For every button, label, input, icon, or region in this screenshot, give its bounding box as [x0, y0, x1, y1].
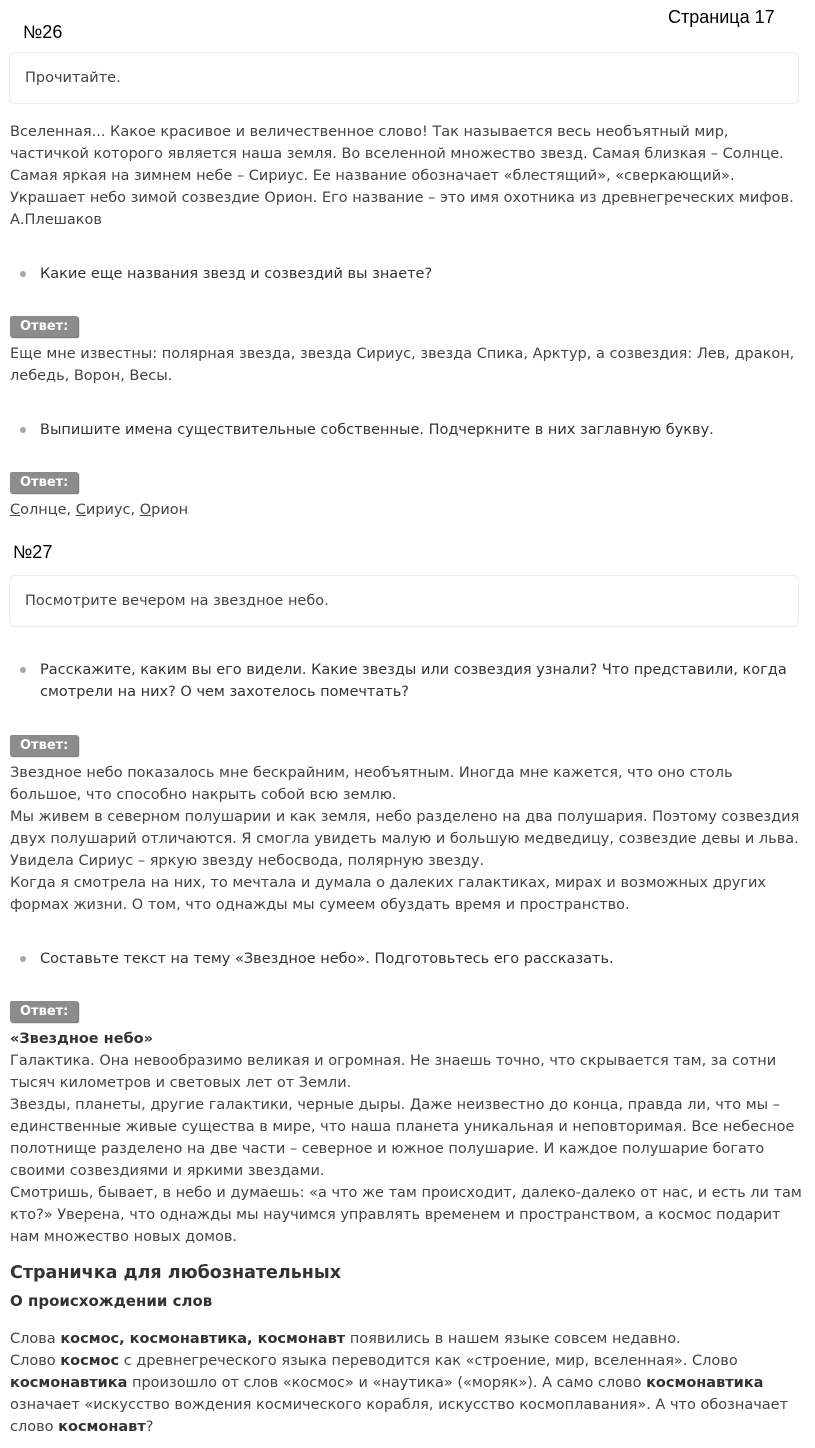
curious-paragraph: Слово космос с древнегреческого языка переводится как «строение, мир, вселенная». Слово космонавтика произошло от слов «космос» и «наутика» («моряк»). А само слово космонавтика означает «искусство вождения космического корабля, искусство космоплавания». А что обозначает слово космонавт? [10, 1353, 789, 1435]
passage-text: Вселенная... Какое красивое и величественное слово! Так называется весь необъятный мир, частичкой которого является наша земля. Во вселенной множество звезд. Самая близкая – Солнце. Самая яркая на зимнем небе – Сириус. Ее название обозначает «блестящий», «сверкающий». Украшает небо зимой созвездие Орион. Его название – это имя охотника из древнегреческих мифов. [10, 124, 794, 206]
question-26-2 [20, 419, 800, 441]
answer-26-1: Еще мне известны: полярная звезда, звезда Сириус, звезда Спика, Арктур, а созвездия: Лев, дракон, лебедь, Ворон, Весы. [10, 346, 795, 384]
answer-paragraph: Когда я смотрела на них, то мечтала и думала о далеких галактиках, мирах и возможных других формах жизни. О том, что однажды мы сумеем обуздать время и пространство. [10, 875, 767, 913]
curious-text [10, 1328, 805, 1438]
question-text: Составьте текст на тему «Звездное небо». Подготовьтесь его рассказать. [40, 951, 614, 967]
instruction-box-27: Посмотрите вечером на звездное небо. [9, 575, 799, 627]
answer-badge: Ответ: [10, 735, 78, 756]
section-subtitle: О происхождении слов [10, 1292, 213, 1310]
proper-noun-word: Орион [139, 502, 189, 518]
bullet-dot-icon [20, 271, 26, 277]
answer-paragraph: Мы живем в северном полушарии и как земля, небо разделено на два полушария. Поэтому созвездия двух полушарий отличаются. Я смогла увидеть малую и большую медведицу, созвездие девы и льва. Увидела Сириус – яркую звезду небосвода, полярную звезду. [10, 809, 800, 869]
answer-27-1 [10, 762, 805, 916]
essay-paragraph: Смотришь, бывает, в небо и думаешь: «а что же там происходит, далеко-далеко от нас, и есть ли там кто?» Уверена, что однажды мы научимся управлять временем и пространством, а космос подарит нам множество новых домов. [10, 1185, 802, 1245]
instruction-box-26: Прочитайте. [9, 52, 799, 104]
essay-title: «Звездное небо» [10, 1031, 153, 1047]
question-27-2 [20, 948, 800, 970]
proper-noun-word: Сириус, [75, 502, 140, 518]
essay-paragraph: Звезды, планеты, другие галактики, черные дыры. Даже неизвестно до конца, правда ли, что мы – единственные живые существа в мире, что наша планета уникальная и неповторимая. Все небесное полотнище разделено на две части – северное и южное полушарие. И каждое полушарие богато своими созвездиями и яркими звездами. [10, 1097, 795, 1179]
exercise-number-27: №27 [13, 542, 53, 562]
proper-noun-word: Солнце, [10, 502, 76, 518]
exercise-number-26: №26 [23, 22, 63, 42]
question-text: Расскажите, каким вы его видели. Какие звезды или созвездия узнали? Что представили, когда смотрели на них? О чем захотелось помечтать? [40, 662, 787, 700]
page-number: Страница 17 [668, 7, 775, 27]
question-26-1 [20, 263, 800, 285]
curious-paragraph: Слова космос, космонавтика, космонавт появились в нашем языке совсем недавно. [10, 1331, 681, 1347]
question-27-1 [20, 659, 800, 703]
answer-badge: Ответ: [10, 472, 78, 493]
answer-26-2 [10, 499, 805, 521]
bullet-dot-icon [20, 667, 26, 673]
answer-badge: Ответ: [10, 1001, 78, 1022]
question-text: Какие еще названия звезд и созвездий вы знаете? [40, 266, 433, 282]
question-text: Выпишите имена существительные собственные. Подчеркните в них заглавную букву. [40, 422, 714, 438]
bullet-dot-icon [20, 956, 26, 962]
bullet-dot-icon [20, 427, 26, 433]
answer-paragraph: Звездное небо показалось мне бескрайним, необъятным. Иногда мне кажется, что оно столь большое, что способно накрыть собой всю землю. [10, 765, 733, 803]
essay-paragraph: Галактика. Она невообразимо великая и огромная. Не знаешь точно, что скрывается там, за сотни тысяч километров и световых лет от Земли. [10, 1053, 777, 1091]
passage-26 [10, 121, 805, 231]
answer-badge: Ответ: [10, 316, 78, 337]
answer-27-2 [10, 1028, 805, 1248]
section-title: Страничка для любознательных [10, 1263, 341, 1283]
passage-author: А.Плешаков [10, 212, 102, 228]
